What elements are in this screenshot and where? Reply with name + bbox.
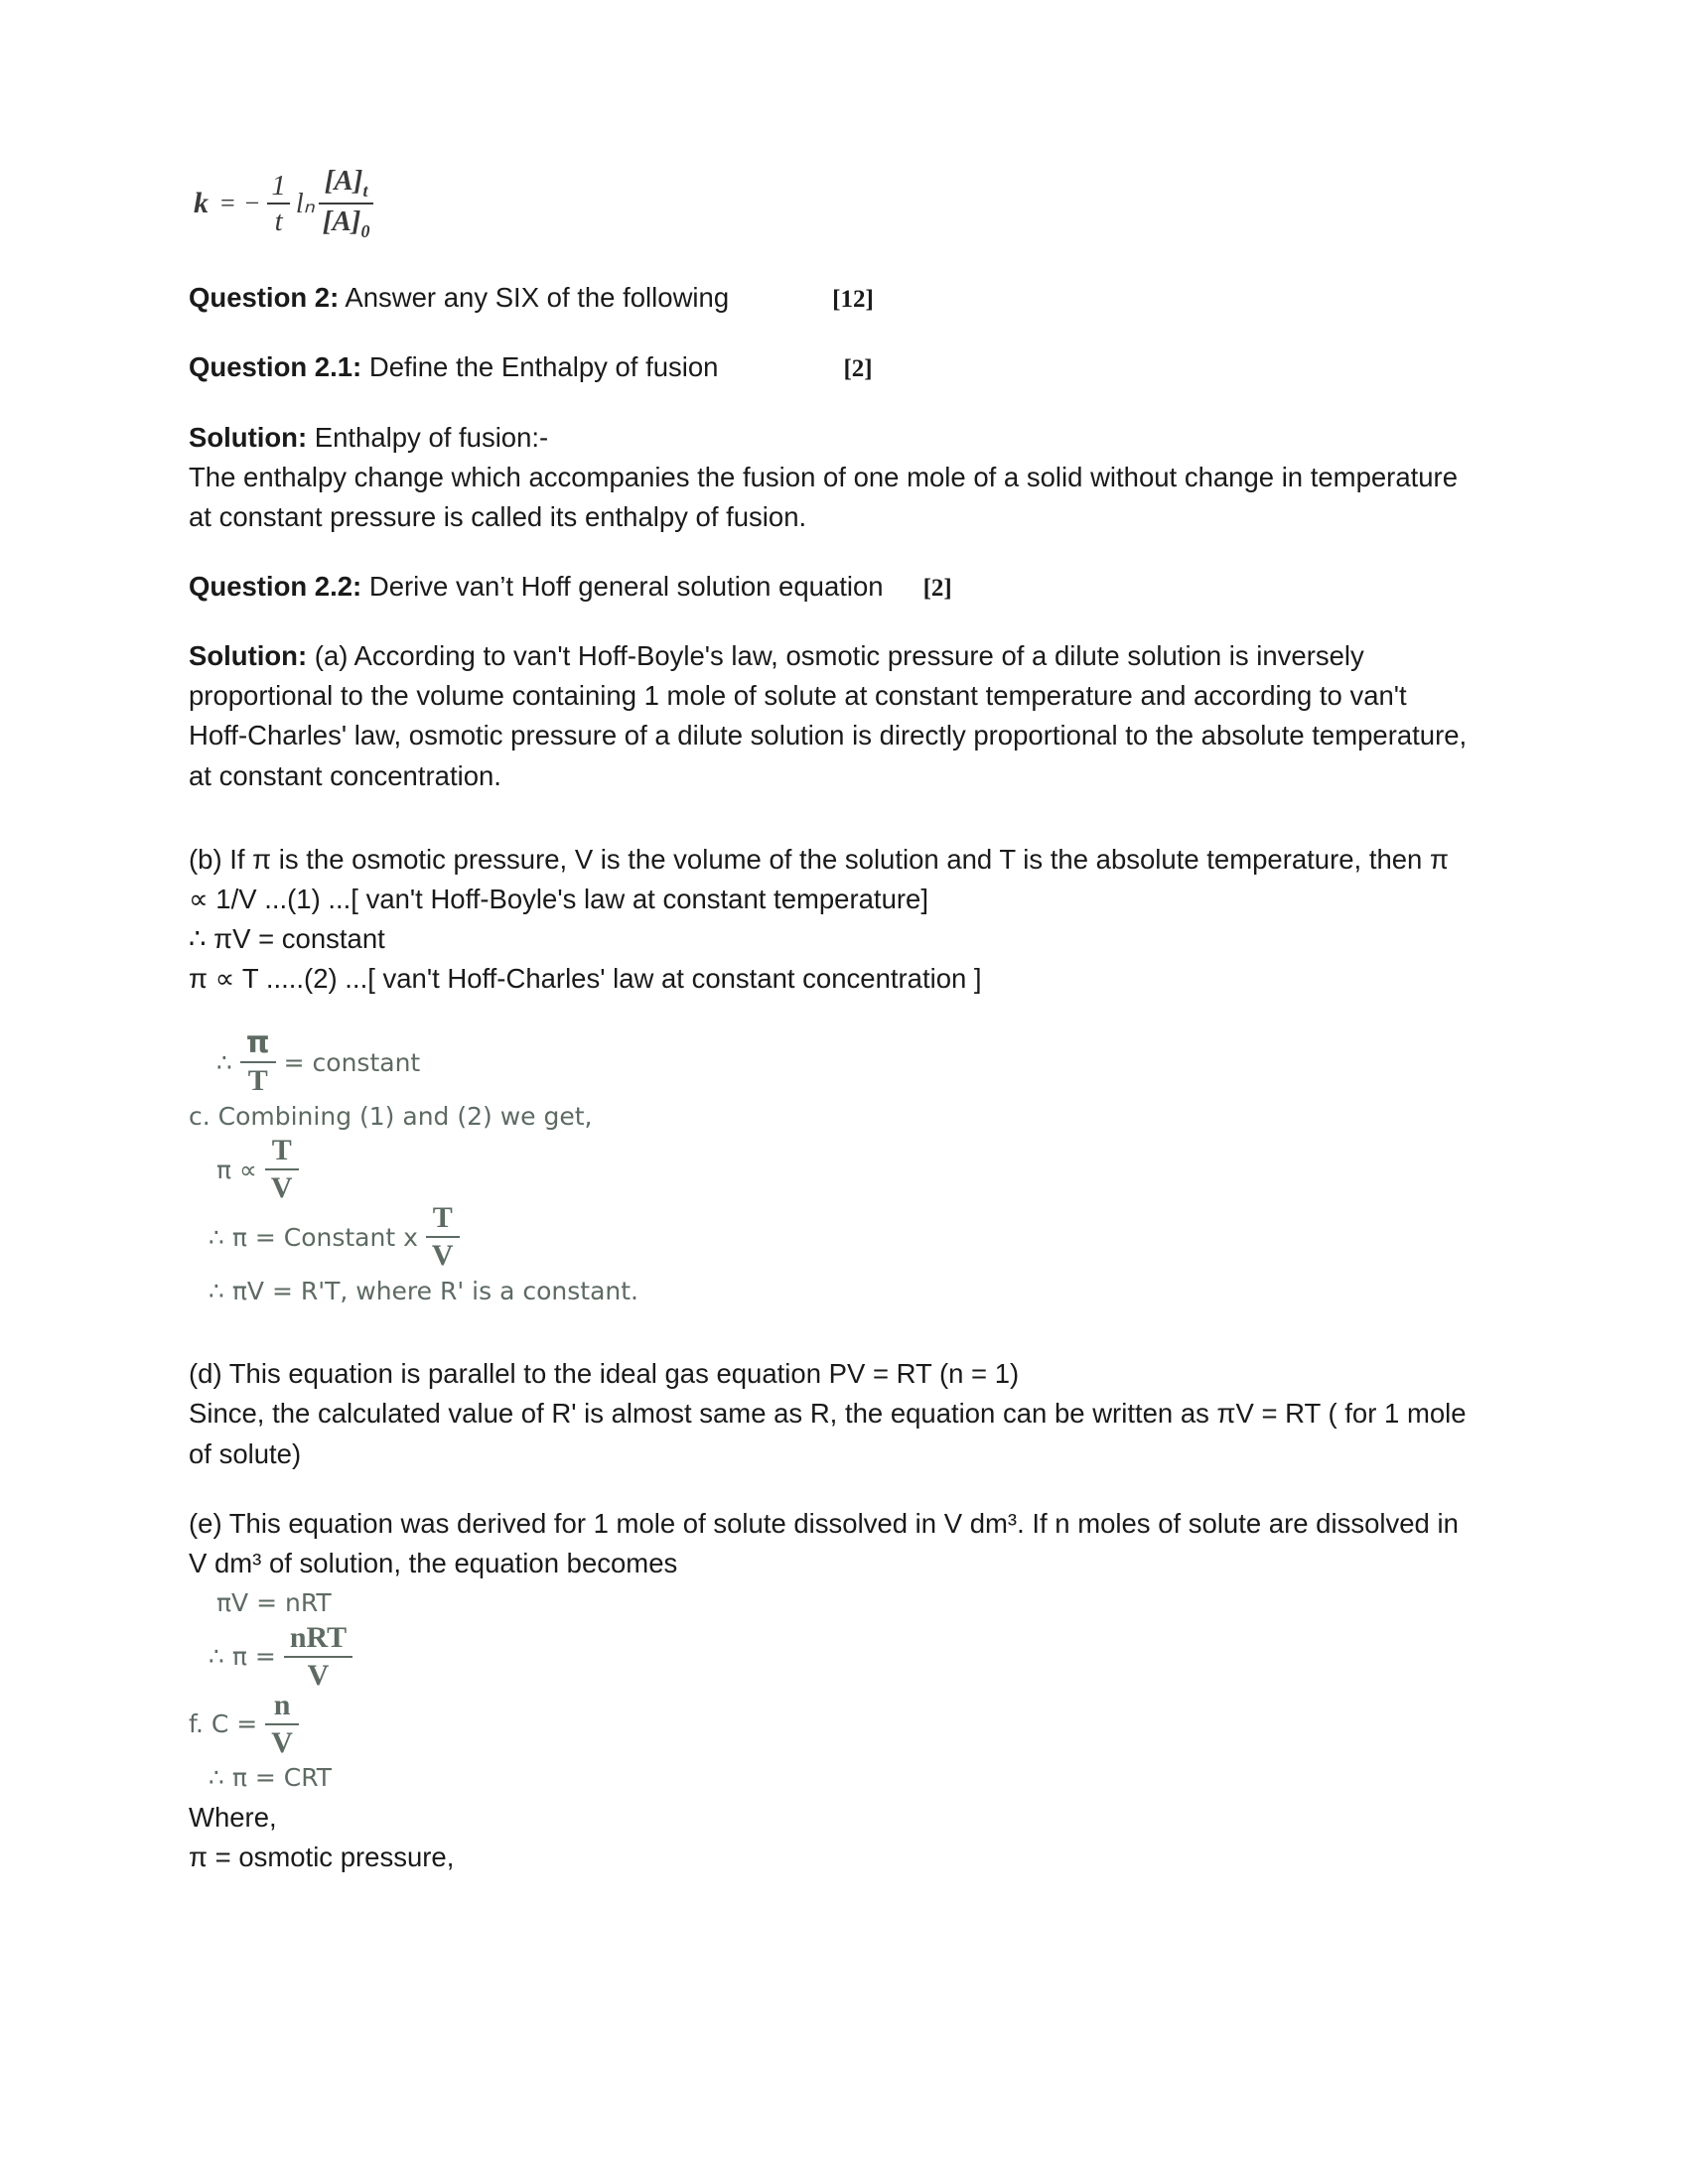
question-2-2-marks: [2] — [922, 574, 952, 602]
derivation-equation-block-1 — [189, 1025, 1470, 1310]
solution-2-2-para-a-text: (a) According to van't Hoff-Boyle's law, osmotic pressure of a dilute solution is inversely proportional to the volume containing 1 mole of solute at constant temperature and according to van't Hoff-Charles' law, osmotic pressure of a dilute solution is directly proportional to the absolute temperature, at constant concentration. — [189, 640, 1468, 791]
solution-2-1-label: Solution: — [189, 421, 308, 453]
question-2-1-marks: [2] — [843, 355, 873, 383]
equation-pi-proportional-T-over-V — [216, 1136, 1470, 1203]
equation-pi-equals-nRT-over-V — [209, 1623, 1470, 1691]
where-osmotic-pressure: π = osmotic pressure, — [189, 1842, 455, 1873]
piV-nRT-text: πV = nRT — [216, 1588, 332, 1618]
therefore-symbol: ∴ — [216, 1047, 232, 1077]
combining-text: c. Combining (1) and (2) we get, — [189, 1101, 593, 1131]
fraction-denominator: V — [307, 1659, 330, 1692]
question-2-body: Answer any SIX of the following — [339, 282, 730, 313]
derivation-equation-block-2 — [189, 1583, 1470, 1798]
question-2-label: Question 2: — [189, 282, 340, 313]
solution-2-2-para-d-line1: (d) This equation is parallel to the ideal gas equation PV = RT (n = 1) — [189, 1358, 1020, 1390]
fraction-numerator: π — [245, 1025, 270, 1061]
pi-CRT-text: ∴ π = CRT — [209, 1763, 333, 1793]
question-2-marks: [12] — [832, 286, 874, 313]
fraction-nRT-over-V — [284, 1623, 352, 1691]
concentration-at-t: [A] — [324, 165, 363, 198]
solution-2-2-para-b-line3: π ∝ T .....(2) ...[ van't Hoff-Charles' law at constant concentration ] — [189, 963, 982, 995]
pi-equals-constant-lead: ∴ π = Constant x — [209, 1222, 418, 1252]
equation-piV-equals-RprimeT — [209, 1271, 1470, 1310]
equation-C-equals-n-over-V — [189, 1691, 1470, 1758]
fraction-numerator: T — [432, 1201, 453, 1235]
where-label: Where, — [189, 1802, 277, 1833]
fraction-numerator: nRT — [289, 1621, 348, 1654]
concentration-at-zero: [A] — [322, 205, 361, 237]
fraction-denominator — [319, 206, 374, 241]
question-2-1-body: Define the Enthalpy of fusion — [361, 351, 719, 383]
solution-2-1-body: The enthalpy change which accompanies the fusion of one mole of a solid without change in temperature at constant pressure is called its enthalpy of fusion. — [189, 461, 1459, 532]
formula-equals: = — [220, 189, 235, 217]
equation-pi-equals-CRT — [209, 1758, 1470, 1798]
equation-pi-equals-constant-times-T-over-V — [209, 1203, 1470, 1271]
subscript-t: t — [362, 181, 368, 202]
question-2-1-label: Question 2.1: — [189, 351, 362, 383]
formula-minus: − — [244, 189, 260, 217]
fraction-numerator: n — [273, 1689, 291, 1721]
equation-combining-note — [189, 1096, 1470, 1136]
fraction-denominator: t — [274, 205, 283, 237]
equation-tail: = constant — [283, 1047, 421, 1077]
fraction-bar — [240, 1061, 276, 1063]
fraction-T-over-V — [265, 1136, 299, 1203]
question-2-2-label: Question 2.2: — [189, 570, 362, 602]
fraction-denominator: V — [270, 1171, 293, 1205]
rate-constant-formula — [194, 159, 1470, 248]
formula-fraction-one-over-t — [267, 171, 290, 237]
fraction-bar — [284, 1656, 352, 1658]
fraction-numerator — [321, 166, 372, 201]
fraction-pi-over-T — [240, 1025, 276, 1098]
equation-piV-equals-nRT — [216, 1583, 1470, 1623]
fraction-denominator: V — [271, 1726, 293, 1759]
concentration-lead: f. C = — [189, 1709, 258, 1739]
fraction-bar — [267, 203, 290, 205]
question-2-1-text — [189, 347, 718, 387]
question-2-text — [189, 278, 729, 318]
solution-2-2-para-d-line2: Since, the calculated value of R' is almost same as R, the equation can be written as πV = RT ( for 1 mole of solute) — [189, 1398, 1467, 1469]
document-content — [189, 159, 1470, 1877]
pi-proportional-lead: π ∝ — [216, 1155, 257, 1184]
fraction-T-over-V — [426, 1203, 460, 1271]
fraction-denominator: V — [431, 1239, 454, 1273]
fraction-numerator: 1 — [271, 169, 286, 202]
solution-2-1-lead — [189, 418, 1470, 458]
fraction-denominator: T — [247, 1064, 268, 1098]
formula-k: k — [194, 187, 209, 219]
question-2-heading — [189, 278, 1470, 318]
fraction-numerator: T — [271, 1134, 292, 1167]
fraction-bar — [319, 203, 374, 205]
fraction-bar — [265, 1168, 299, 1170]
solution-2-2-para-a — [189, 636, 1470, 796]
solution-2-2-para-b-line1: (b) If π is the osmotic pressure, V is the volume of the solution and T is the absolute temperature, then π ∝ 1/V ...(1) ...[ van't Hoff-Boyle's law at constant temperature] — [189, 843, 1449, 914]
fraction-bar — [265, 1723, 299, 1725]
solution-2-2-para-b-line2: ∴ πV = constant — [189, 923, 385, 955]
solution-2-2-label: Solution: — [189, 640, 308, 672]
subscript-zero: 0 — [360, 220, 370, 241]
formula-natural-log: lₙ — [295, 189, 315, 219]
question-2-2-heading — [189, 567, 1470, 607]
formula-fraction-concentration-ratio — [319, 166, 374, 240]
question-2-2-body: Derive van’t Hoff general solution equation — [361, 570, 884, 602]
fraction-bar — [426, 1236, 460, 1238]
question-2-1-heading — [189, 347, 1470, 387]
question-2-2-text — [189, 567, 884, 607]
solution-2-1-lead-text: Enthalpy of fusion:- — [307, 421, 549, 453]
equation-pi-over-T-constant — [216, 1025, 1470, 1098]
piV-RprimeT-text: ∴ πV = R'T, where R' is a constant. — [209, 1276, 638, 1305]
solution-2-2-para-e: (e) This equation was derived for 1 mole of solute dissolved in V dm³. If n moles of solute are dissolved in V dm³ of solution, the equation becomes — [189, 1507, 1459, 1578]
fraction-n-over-V — [265, 1691, 299, 1758]
pi-equals-lead: ∴ π = — [209, 1642, 276, 1672]
